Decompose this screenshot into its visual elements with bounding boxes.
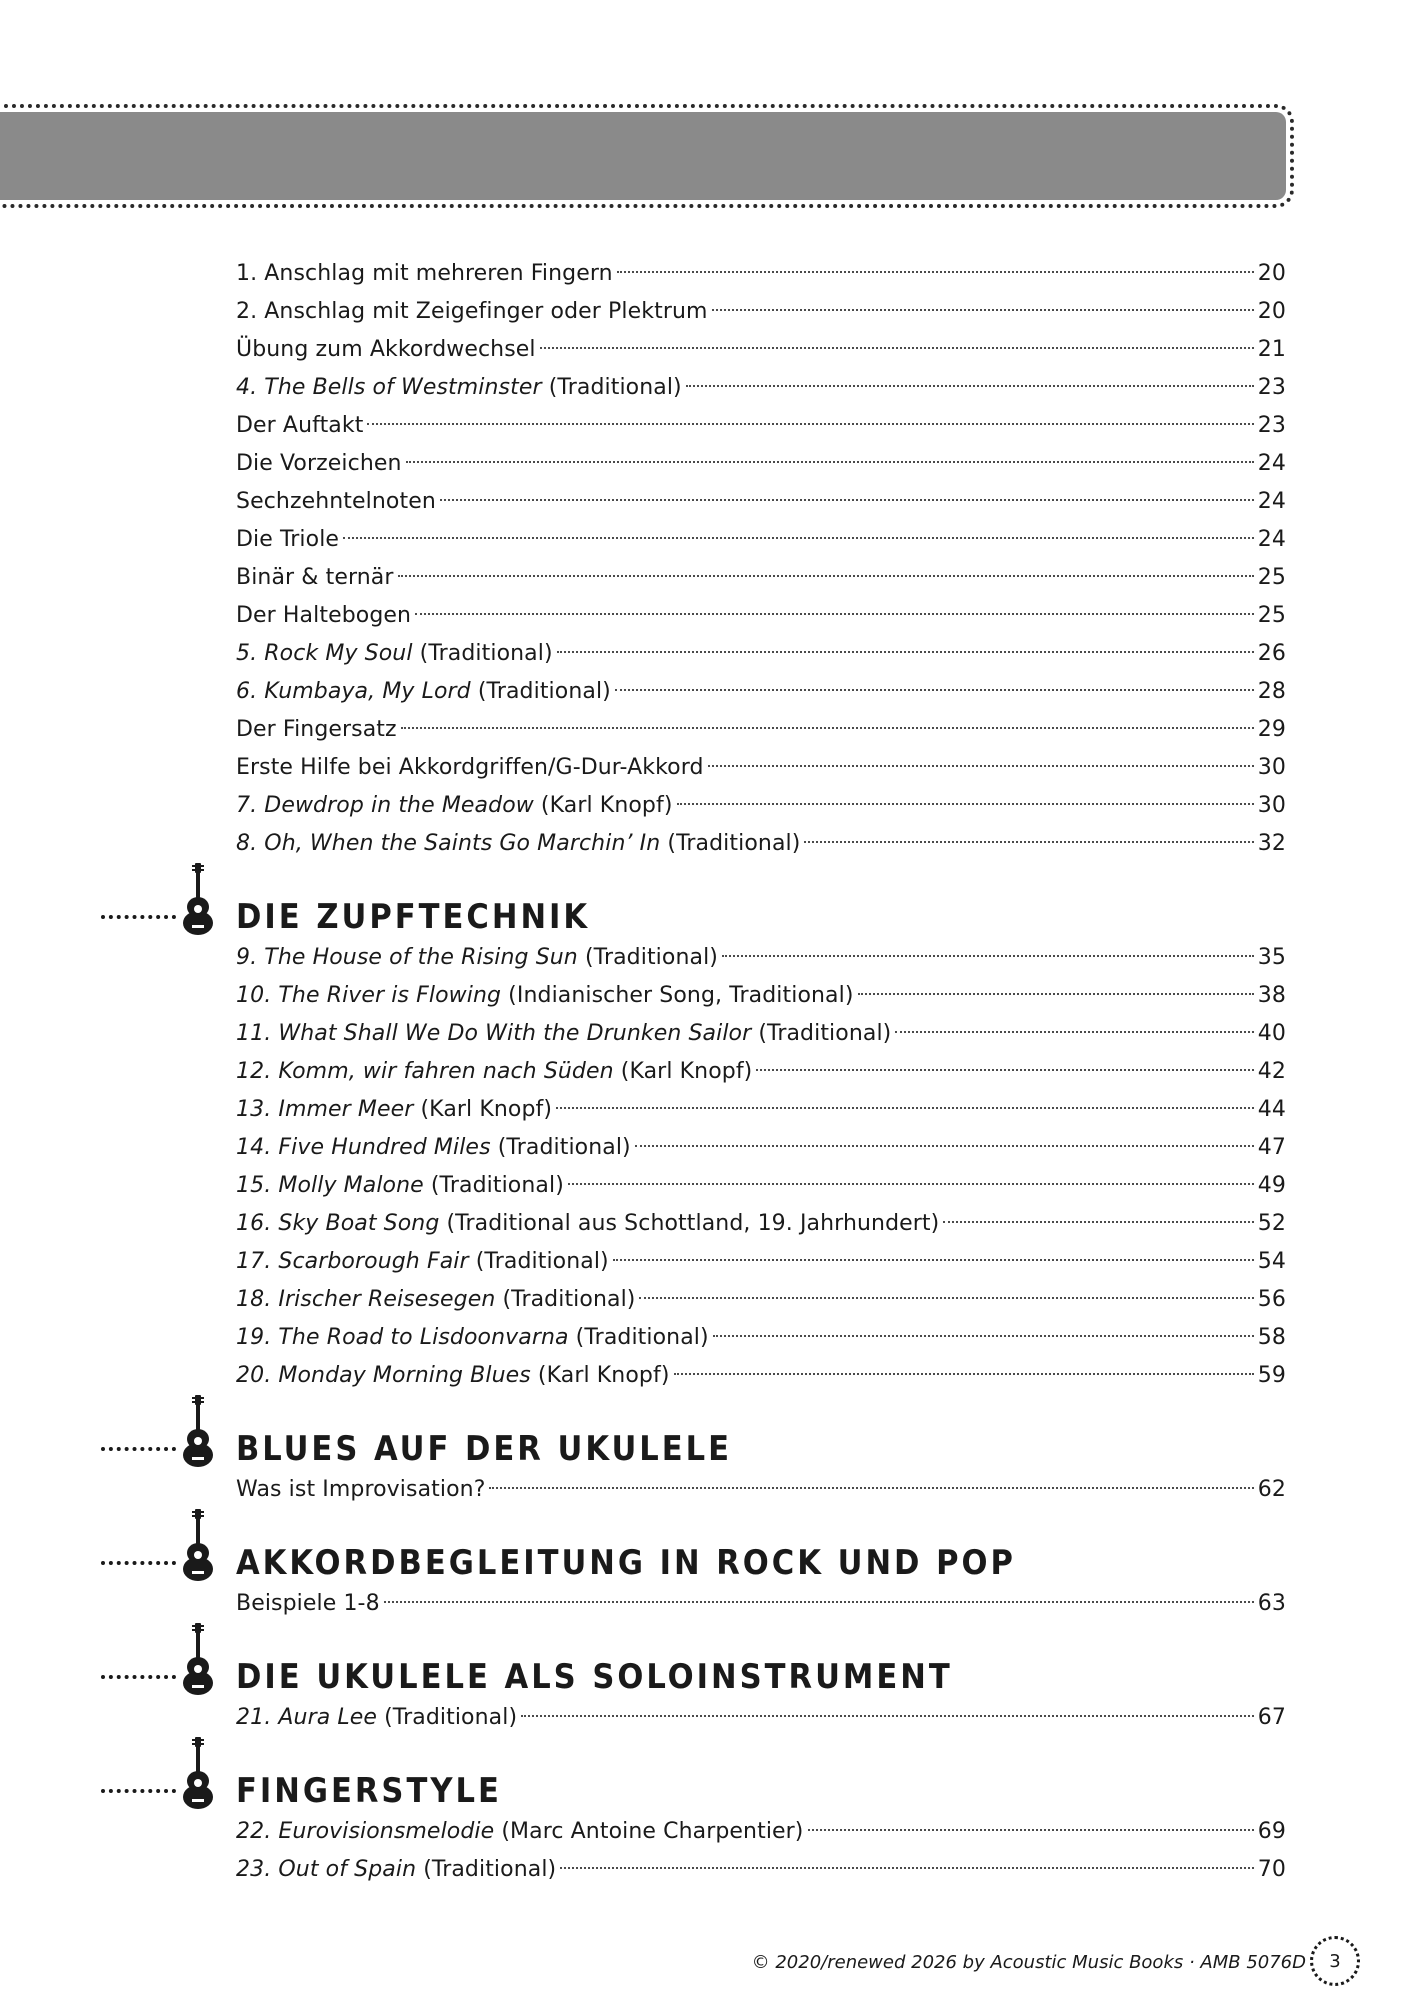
toc-entry-text: (Karl Knopf) [533, 793, 673, 818]
dot-leader [712, 309, 1254, 311]
ukulele-icon [178, 863, 218, 935]
toc-entry-text: (Traditional) [377, 1705, 518, 1730]
section-title: DIE UKULELE ALS SOLOINSTRUMENT [236, 1657, 953, 1697]
toc-entry-title [236, 1205, 939, 1243]
ukulele-icon [178, 1395, 218, 1467]
dot-leader [384, 1601, 1254, 1603]
toc-entry [236, 597, 1286, 635]
toc-entry-title [236, 673, 611, 711]
dot-leader [556, 1107, 1254, 1109]
toc-entry-title [236, 1091, 552, 1129]
toc-entry-page: 47 [1257, 1135, 1286, 1160]
dot-leader [708, 765, 1254, 767]
toc-entry-song-title: 4. The Bells of Westminster [236, 375, 542, 400]
toc-entry-title [236, 483, 436, 521]
copyright-footer: © 2020/renewed 2026 by Acoustic Music Books · AMB 5076D [751, 1952, 1306, 1973]
toc-entry-page: 25 [1257, 603, 1286, 628]
toc-entry [236, 825, 1286, 863]
toc-entry-text: (Traditional) [495, 1287, 636, 1312]
toc-entry [236, 483, 1286, 521]
toc-entry [236, 711, 1286, 749]
toc-entry-title [236, 1281, 635, 1319]
toc-entry-title [236, 1699, 517, 1737]
toc-entry-page: 24 [1257, 451, 1286, 476]
toc-entry-song-title: 23. Out of Spain [236, 1857, 417, 1882]
dot-leader [398, 575, 1254, 577]
toc-entry-text: 2. Anschlag mit Zeigefinger oder Plektrum [236, 299, 708, 324]
dotted-leader-line [101, 1447, 176, 1451]
dot-leader [521, 1715, 1254, 1717]
dot-leader [406, 461, 1254, 463]
toc-entry-page: 30 [1257, 793, 1286, 818]
toc-entry [236, 369, 1286, 407]
toc-entry-song-title: 11. What Shall We Do With the Drunken Sailor [236, 1021, 752, 1046]
toc-entry-text: (Marc Antoine Charpentier) [494, 1819, 804, 1844]
toc-entry [236, 749, 1286, 787]
toc-entry-song-title: 9. The House of the Rising Sun [236, 945, 578, 970]
toc-entry-text: (Traditional) [412, 641, 553, 666]
toc-entry-page: 70 [1257, 1857, 1286, 1882]
toc-entry-song-title: 18. Irischer Reisesegen [236, 1287, 496, 1312]
toc-entry-title [236, 1167, 564, 1205]
dot-leader [804, 841, 1253, 843]
toc-entry-text: (Traditional) [541, 375, 682, 400]
section-heading [236, 1623, 1286, 1699]
toc-entry-text: Der Fingersatz [236, 717, 397, 742]
toc-entry-page: 69 [1257, 1819, 1286, 1844]
toc-entry [236, 1281, 1286, 1319]
toc-entry [236, 255, 1286, 293]
toc-entry-title [236, 1585, 380, 1623]
page-number [1310, 1936, 1360, 1986]
toc-entry-page: 28 [1257, 679, 1286, 704]
toc-entry-title [236, 825, 800, 863]
section-title: DIE ZUPFTECHNIK [236, 897, 591, 937]
toc-entry [236, 1585, 1286, 1623]
toc-entry-text: (Traditional) [416, 1857, 557, 1882]
toc-entry-title [236, 1129, 631, 1167]
toc-entry-text: Sechzehntelnoten [236, 489, 436, 514]
dot-leader [415, 613, 1254, 615]
toc-entry-title [236, 597, 411, 635]
toc-entry-page: 24 [1257, 489, 1286, 514]
toc-entry-text: (Traditional) [470, 679, 611, 704]
toc-entry [236, 635, 1286, 673]
toc-entry-page: 32 [1257, 831, 1286, 856]
section-heading [236, 1737, 1286, 1813]
toc-entry-text: (Traditional) [751, 1021, 892, 1046]
toc-entry [236, 1053, 1286, 1091]
toc-entry [236, 1205, 1286, 1243]
toc-entry-title [236, 559, 394, 597]
dot-leader [756, 1069, 1253, 1071]
toc-entry [236, 1319, 1286, 1357]
toc-entry-text: (Karl Knopf) [613, 1059, 753, 1084]
toc-entry-title [236, 1813, 804, 1851]
dot-leader [440, 499, 1254, 501]
toc-entry-page: 52 [1257, 1211, 1286, 1236]
toc-entry-text: (Traditional) [577, 945, 718, 970]
section-title: FINGERSTYLE [236, 1771, 502, 1811]
toc-entry-page: 23 [1257, 375, 1286, 400]
toc-entry-song-title: 22. Eurovisionsmelodie [236, 1819, 495, 1844]
dotted-leader-line [101, 915, 176, 919]
toc-entry [236, 293, 1286, 331]
dot-leader [635, 1145, 1254, 1147]
toc-entry [236, 1813, 1286, 1851]
toc-entry [236, 1243, 1286, 1281]
toc-entry-title [236, 635, 553, 673]
toc-entry-page: 24 [1257, 527, 1286, 552]
toc-entry [236, 407, 1286, 445]
toc-entry-song-title: 14. Five Hundred Miles [236, 1135, 491, 1160]
section-heading [236, 1509, 1286, 1585]
toc-entry-text: Der Haltebogen [236, 603, 412, 628]
toc-entry-title [236, 939, 718, 977]
dotted-leader-line [101, 1675, 176, 1679]
dot-leader [943, 1221, 1253, 1223]
dot-leader [617, 271, 1254, 273]
toc-entry [236, 673, 1286, 711]
section-title: BLUES AUF DER UKULELE [236, 1429, 733, 1469]
section-heading [236, 863, 1286, 939]
dot-leader [613, 1259, 1254, 1261]
toc-entry [236, 1471, 1286, 1509]
toc-entry-title [236, 255, 613, 293]
toc-entry-title [236, 445, 402, 483]
dotted-leader-line [101, 1561, 176, 1565]
toc-entry [236, 977, 1286, 1015]
toc-entry-title [236, 1357, 670, 1395]
dot-leader [343, 537, 1254, 539]
dot-leader [401, 727, 1254, 729]
dot-leader [560, 1867, 1254, 1869]
toc-entry-page: 20 [1257, 261, 1286, 286]
toc-entry-title [236, 787, 673, 825]
dot-leader [686, 385, 1254, 387]
dot-leader [568, 1183, 1254, 1185]
toc-entry-title [236, 749, 704, 787]
toc-entry [236, 445, 1286, 483]
toc-entry-page: 20 [1257, 299, 1286, 324]
toc-entry-page: 44 [1257, 1097, 1286, 1122]
toc-entry-song-title: 8. Oh, When the Saints Go Marchin’ In [236, 831, 661, 856]
toc-entry-title [236, 1053, 752, 1091]
dot-leader [615, 689, 1254, 691]
toc-entry-text: Die Vorzeichen [236, 451, 402, 476]
toc-entry-song-title: 15. Molly Malone [236, 1173, 424, 1198]
dot-leader [895, 1031, 1253, 1033]
dot-leader [557, 651, 1254, 653]
toc-entry-text: (Traditional) [423, 1173, 564, 1198]
dot-leader [808, 1829, 1254, 1831]
toc-entry [236, 1699, 1286, 1737]
toc-entry-title [236, 711, 397, 749]
toc-entry-text: Die Triole [236, 527, 340, 552]
toc-entry-text: (Indianischer Song, Traditional) [501, 983, 854, 1008]
page-number-label: 3 [1329, 1950, 1341, 1972]
toc-entry-page: 30 [1257, 755, 1286, 780]
toc-entry [236, 1091, 1286, 1129]
toc-entry-page: 38 [1257, 983, 1286, 1008]
ukulele-icon [178, 1623, 218, 1695]
toc-entry [236, 939, 1286, 977]
toc-entry-text: (Traditional) [490, 1135, 631, 1160]
toc-entry-song-title: 12. Komm, wir fahren nach Süden [236, 1059, 614, 1084]
toc-entry-title [236, 1319, 709, 1357]
header-bar [0, 112, 1286, 200]
toc-entry-page: 63 [1257, 1591, 1286, 1616]
dot-leader [722, 955, 1254, 957]
toc-entry [236, 1129, 1286, 1167]
toc-entry [236, 331, 1286, 369]
dotted-leader-line [101, 1789, 176, 1793]
toc-entry-text: Was ist Improvisation? [236, 1477, 486, 1502]
toc-entry [236, 1167, 1286, 1205]
dot-leader [674, 1373, 1254, 1375]
toc-entry [236, 1851, 1286, 1889]
toc-entry-page: 21 [1257, 337, 1286, 362]
toc-entry-text: (Traditional aus Schottland, 19. Jahrhundert) [439, 1211, 940, 1236]
toc-entry-text: (Karl Knopf) [530, 1363, 670, 1388]
toc-entry-text: (Karl Knopf) [413, 1097, 553, 1122]
toc-entry-title [236, 977, 854, 1015]
toc-entry-page: 40 [1257, 1021, 1286, 1046]
toc-entry-title [236, 293, 708, 331]
dot-leader [639, 1297, 1253, 1299]
toc-entry-page: 25 [1257, 565, 1286, 590]
toc-entry [236, 1015, 1286, 1053]
toc-entry [236, 559, 1286, 597]
toc-entry-page: 42 [1257, 1059, 1286, 1084]
ukulele-icon [178, 1737, 218, 1809]
toc-entry-song-title: 16. Sky Boat Song [236, 1211, 440, 1236]
toc-entry-text: (Traditional) [660, 831, 801, 856]
section-heading [236, 1395, 1286, 1471]
toc-entry-page: 59 [1257, 1363, 1286, 1388]
table-of-contents [236, 255, 1286, 1889]
section-title: AKKORDBEGLEITUNG IN ROCK UND POP [236, 1543, 1016, 1583]
toc-entry-text: Übung zum Akkordwechsel [236, 337, 536, 362]
toc-entry [236, 1357, 1286, 1395]
dot-leader [677, 803, 1254, 805]
toc-entry-song-title: 6. Kumbaya, My Lord [236, 679, 471, 704]
toc-entry-page: 67 [1257, 1705, 1286, 1730]
toc-entry-title [236, 521, 339, 559]
toc-entry-title [236, 331, 536, 369]
toc-entry-song-title: 17. Scarborough Fair [236, 1249, 469, 1274]
toc-entry-title [236, 1471, 485, 1509]
toc-entry-text: (Traditional) [468, 1249, 609, 1274]
toc-entry-text: Binär & ternär [236, 565, 394, 590]
toc-entry-song-title: 20. Monday Morning Blues [236, 1363, 531, 1388]
toc-entry-text: Erste Hilfe bei Akkordgriffen/G-Dur-Akkord [236, 755, 704, 780]
dot-leader [367, 423, 1253, 425]
dot-leader [489, 1487, 1253, 1489]
toc-entry-song-title: 10. The River is Flowing [236, 983, 502, 1008]
toc-entry-page: 58 [1257, 1325, 1286, 1350]
toc-entry-text: Beispiele 1-8 [236, 1591, 380, 1616]
toc-entry-page: 35 [1257, 945, 1286, 970]
toc-entry-page: 23 [1257, 413, 1286, 438]
dot-leader [858, 993, 1254, 995]
toc-entry-text: (Traditional) [568, 1325, 709, 1350]
toc-entry-page: 49 [1257, 1173, 1286, 1198]
toc-entry-song-title: 5. Rock My Soul [236, 641, 413, 666]
toc-entry-title [236, 1243, 609, 1281]
toc-entry-text: Der Auftakt [236, 413, 364, 438]
toc-entry-title [236, 369, 682, 407]
dot-leader [540, 347, 1254, 349]
toc-entry [236, 521, 1286, 559]
toc-entry-title [236, 1851, 556, 1889]
toc-entry-song-title: 19. The Road to Lisdoonvarna [236, 1325, 569, 1350]
ukulele-icon [178, 1509, 218, 1581]
toc-entry-page: 56 [1257, 1287, 1286, 1312]
toc-entry-page: 62 [1257, 1477, 1286, 1502]
toc-entry-song-title: 13. Immer Meer [236, 1097, 414, 1122]
toc-entry-song-title: 21. Aura Lee [236, 1705, 378, 1730]
toc-entry-text: 1. Anschlag mit mehreren Fingern [236, 261, 613, 286]
dot-leader [713, 1335, 1254, 1337]
toc-entry-title [236, 1015, 891, 1053]
toc-entry-title [236, 407, 363, 445]
toc-entry-page: 29 [1257, 717, 1286, 742]
toc-entry-page: 54 [1257, 1249, 1286, 1274]
toc-entry-song-title: 7. Dewdrop in the Meadow [236, 793, 534, 818]
toc-entry [236, 787, 1286, 825]
toc-entry-page: 26 [1257, 641, 1286, 666]
